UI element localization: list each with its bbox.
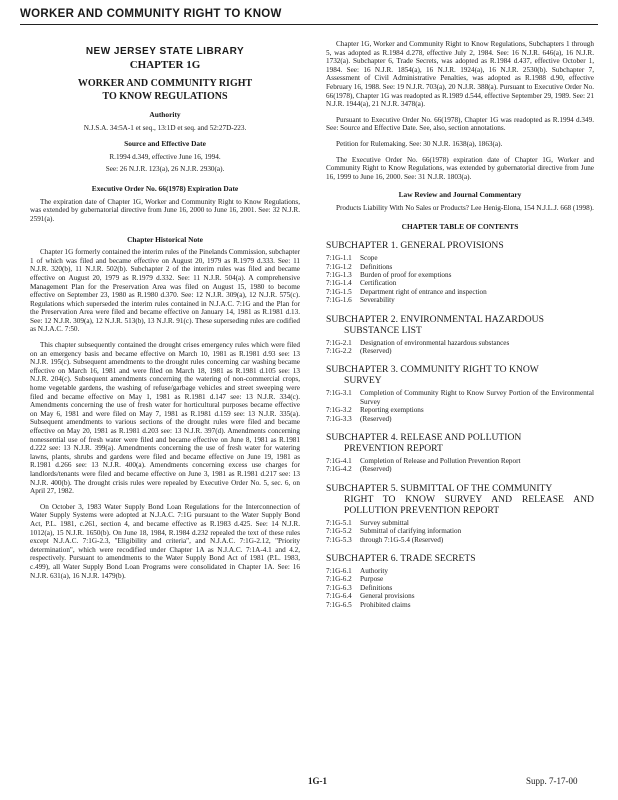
section-number: 7:1G-1.4: [326, 279, 352, 288]
running-header: WORKER AND COMMUNITY RIGHT TO KNOW: [20, 8, 282, 20]
toc-heading: CHAPTER TABLE OF CONTENTS: [401, 221, 519, 231]
left-column: [30, 40, 300, 587]
subchapter-label: SUBCHAPTER 6. TRADE SECRETS: [326, 553, 476, 564]
section-title: Reporting exemptions: [360, 406, 424, 415]
subchapter-label-continued: SUBSTANCE LIST: [344, 324, 422, 336]
toc-entry: [326, 567, 594, 575]
section-number: 7:1G-1.3: [326, 270, 352, 279]
section-title: Burden of proof for exemptions: [360, 270, 452, 279]
section-title: Department right of entrance and inspection: [360, 287, 487, 296]
toc-entry: [326, 457, 594, 465]
source-line2: See: 26 N.J.R. 123(a), 26 N.J.R. 2930(a).: [105, 164, 225, 173]
page-number: 1G-1: [308, 776, 327, 786]
subchapter-heading: [326, 314, 594, 336]
toc-entry: [326, 296, 594, 304]
section-number: 7:1G-4.1: [326, 456, 352, 465]
subchapter-label-continued: RIGHT TO KNOW SURVEY AND RELEASE AND POLLUTION PREVENTION REPORT: [344, 493, 594, 516]
section-number: 7:1G-3.2: [326, 406, 352, 415]
subchapter-heading: [326, 364, 594, 386]
section-number: 7:1G-6.2: [326, 575, 352, 584]
section-title: Scope: [360, 254, 378, 263]
chapter-title: [30, 77, 300, 103]
subchapter-heading: [326, 432, 594, 454]
section-number: 7:1G-5.2: [326, 527, 352, 536]
section-title: Prohibited claims: [360, 600, 411, 609]
toc-entry: [326, 519, 594, 527]
subchapter-label: SUBCHAPTER 4. RELEASE AND POLLUTION: [326, 431, 522, 443]
right-paragraph-2: Pursuant to Executive Order No. 66(1978), Chapter 1G was readopted as R.1994 d.349. See: Source and Effective Date. See, also, section annotations.: [326, 115, 594, 133]
section-number: 7:1G-1.5: [326, 287, 352, 296]
section-title: Authority: [360, 567, 388, 575]
section-title: Designation of environmental hazardous substances: [360, 338, 510, 347]
section-number: 7:1G-1.1: [326, 254, 352, 263]
subchapter-label: SUBCHAPTER 2. ENVIRONMENTAL HAZARDOUS: [326, 313, 544, 325]
section-title: Submittal of clarifying information: [360, 527, 462, 536]
toc-entry: [326, 347, 594, 355]
section-title: Completion of Community Right to Know Survey Portion of the Environmental Survey: [360, 389, 594, 406]
subchapter-heading: [326, 553, 594, 564]
toc-entry: [326, 263, 594, 271]
subchapter-label-continued: PREVENTION REPORT: [344, 442, 443, 454]
section-title: Certification: [360, 279, 397, 288]
section-title: Survey submittal: [360, 518, 409, 527]
right-paragraph-4: The Executive Order No. 66(1978) expiration date of Chapter 1G, Worker and Community Right to Know Regulations, was extended by gubernatorial directive from June 16, 1999 to June 16, 2000. See: 31 N.J.R. 1803(a).: [326, 155, 594, 181]
section-number: 7:1G-1.6: [326, 296, 352, 305]
section-number: 7:1G-2.2: [326, 346, 352, 355]
law-review-text: Products Liability With No Sales or Products? Lee Henig-Elona, 154 N.J.L.J. 668 (1998).: [336, 203, 594, 212]
toc-entry: [326, 279, 594, 287]
chapter-title-line2: TO KNOW REGULATIONS: [102, 91, 228, 103]
right-paragraph-3: Petition for Rulemaking. See: 30 N.J.R. 1638(a), 1863(a).: [336, 139, 503, 148]
section-title: (Reserved): [360, 465, 392, 474]
section-number: 7:1G-6.4: [326, 592, 352, 601]
toc-entry: [326, 254, 594, 262]
section-number: 7:1G-2.1: [326, 338, 352, 347]
section-number: 7:1G-6.5: [326, 600, 352, 609]
historical-note-heading: Chapter Historical Note: [127, 234, 203, 244]
subchapter-label: SUBCHAPTER 3. COMMUNITY RIGHT TO KNOW: [326, 364, 539, 376]
historical-note-p2: This chapter subsequently contained the drought crises emergency rules which were filed on an emergency basis and became effective on March 10, 1981 as R.1981 d.93 see: 13 N.J.R. 195(c). Subsequent amendments to the drought rules concerning car washing became effective on March 16, 1981 and were filed on March 18, 1981 as R.1981 d.105 see: 13 N.J.R. 204(c). Subsequent amendments concerning the watering of non-commercial crops, home vegetable gardens, the washing of refuse/garbage vehicles and street sweeping were filed and became effective on May 1, 1981 as R.1981 d.147 see: 13 N.J.R. 334(c). Amendments concerning the use of fresh water for horticultural purposes became effective on May 6, 1981 and were filed on May 7, 1981 as R.1981 d.159 see: 13 N.J.R. 335(a). Subsequent amendments to various sections of the drought rules were filed and became effective on May 20, 1981 as R.1981 d.203 see: 13 N.J.R. 397(d). Amendments concerning nonessential use of fresh water were filed and became effective on June 8, 1981 as R.1981 d.222 see: 13 N.J.R. 399(a). Amendments concerning the use of fresh water for watering lawns, plants, shrubs and gardens were filed and became effective on June 19, 1981 as R.1981 d.266 see: 13 N.J.R. 400(a). Amendments concerning excess use charges for landlords/tenants were filed and became effective on June 3, 1981 as R.1981 d.217 see: 13 N.J.R. 400(b). The drought crisis rules were repealed by Executive Order No. 5, sec. 6, on April 27, 1982.: [30, 341, 300, 496]
toc-entry: [326, 527, 594, 535]
historical-note-p3: On October 3, 1983 Water Supply Bond Loan Regulations for the Interconnection of Water Supply Systems were adopted at N.J.A.C. 7:1G pursuant to the Water Supply Bond Act, P.L. 1981, c.261, section 4, and became effective as R.1983 d.425. See: 14 N.J.R. 1012(a), 15 N.J.R. 1650(b). On June 18, 1984, R.1984 d.232 repealed the text of these rules except N.J.A.C. 7:1G-2.3, "Eligibility and criteria", and N.J.A.C. 7:1G-2.12, "Priority determination", which were recodified under Chapter 1A as N.J.A.C. 7:1A-4.1 and 4.2, respectively. Pursuant to amendments to the Water Supply Bond Act of 1981 (P.L. 1983, c.499), all Water Supply Bond Loan Programs were consolidated in Chapter 1A. See: 16 N.J.R. 631(a), 16 N.J.R. 1479(b).: [30, 502, 300, 580]
toc-entry: [326, 465, 594, 473]
section-number: 7:1G-3.3: [326, 414, 352, 423]
section-number: 7:1G-5.3: [326, 535, 352, 544]
subchapter-label: SUBCHAPTER 1. GENERAL PROVISIONS: [326, 240, 504, 252]
supplement-date: Supp. 7-17-00: [526, 776, 578, 786]
toc-entry: [326, 584, 594, 592]
section-number: 7:1G-1.2: [326, 262, 352, 271]
section-number: 7:1G-3.1: [326, 389, 352, 398]
section-number: 7:1G-5.1: [326, 518, 352, 527]
section-title: Definitions: [360, 583, 393, 592]
table-of-contents: [326, 240, 594, 609]
chapter-title-line1: WORKER AND COMMUNITY RIGHT: [77, 78, 253, 90]
section-title: Completion of Release and Pollution Prevention Report: [360, 456, 521, 465]
toc-entry: [326, 575, 594, 583]
toc-entry: [326, 536, 594, 544]
subchapter-heading: [326, 483, 594, 516]
toc-entry: [326, 271, 594, 279]
subchapter-label: SUBCHAPTER 5. SUBMITTAL OF THE COMMUNITY: [326, 482, 553, 494]
historical-note-p1: Chapter 1G formerly contained the interim rules of the Pinelands Commission, subchapter 1 of which was filed and became effective on August 20, 1979 as R.1979 d.333. See: 11 N.J.R. 320(b), 11 N.J.R. 502(b). Subchapter 2 of the interim rules was filed and became effective on August 20, 1979 as R.1979 d.332. See: 11 N.J.R. 504(a). A comprehensive Management Plan for the Preservation Area was filed on August 15, 1980 to become effective on September 23, 1980 as R.1980 d.370. See: 12 N.J.R. 309(a), 12 N.J.R. 575(c). Regulations which superseded the interim rules contained in N.J.A.C. 7:1G and the Plan for the Preservation Area were filed and became effective on January 14, 1981 as R.1981 d.13. See: 12 N.J.R. 309(a), 12 N.J.R. 513(b), 13 N.J.R. 91(c). These superseding rules are codified as N.J.A.C. 7:50.: [30, 248, 300, 334]
toc-entry: [326, 339, 594, 347]
section-title: General provisions: [360, 592, 415, 601]
header-rule: [20, 24, 598, 25]
section-title: Purpose: [360, 575, 384, 584]
subchapter-label-continued: SURVEY: [344, 375, 382, 387]
toc-entry: [326, 406, 594, 414]
section-number: 7:1G-6.3: [326, 583, 352, 592]
right-column: [326, 40, 594, 609]
source-line1: R.1994 d.349, effective June 16, 1994.: [109, 152, 221, 161]
chapter-number: CHAPTER 1G: [129, 58, 201, 71]
section-title: Severability: [360, 296, 395, 305]
toc-entry: [326, 288, 594, 296]
toc-entry: [326, 415, 594, 423]
library-stamp: NEW JERSEY STATE LIBRARY: [85, 46, 245, 57]
section-title: through 7:1G-5.4 (Reserved): [360, 535, 444, 544]
section-title: (Reserved): [360, 346, 392, 355]
toc-entry: [326, 592, 594, 600]
subchapter-heading: [326, 240, 594, 251]
section-number: 7:1G-4.2: [326, 465, 352, 474]
exec-order-text: The expiration date of Chapter 1G, Worker and Community Right to Know Regulations, was extended by gubernatorial directive from June 16, 2000 to June 16, 2001. See: 32 N.J.R. 2591(a).: [30, 197, 300, 223]
authority-heading: Authority: [149, 110, 181, 120]
right-paragraph-1: Chapter 1G, Worker and Community Right to Know Regulations, Subchapters 1 through 5, was adopted as R.1984 d.278, effective July 2, 1984. See: 16 N.J.R. 646(a), 16 N.J.R. 1732(a). Subchapter 6, Trade Secrets, was adopted as R.1984 d.437, effective October 1, 1984. See: 16 N.J.R. 1854(a), 16 N.J.R. 1924(a), 16 N.J.R. 2530(b). Subchapter 7, Assessment of Civil Administrative Penalties, was adopted as R.1988 d.90, effective February 16, 1988. See: 19 N.J.R. 703(a), 20 N.J.R. 388(a). Pursuant to Executive Order No. 66(1978), Chapter 1G was readopted as R.1989 d.544, effective September 29, 1989. See: 21 N.J.R. 1944(a), 21 N.J.R. 3478(a).: [326, 40, 594, 109]
toc-entry: [326, 601, 594, 609]
section-title: (Reserved): [360, 414, 392, 423]
authority-text: N.J.S.A. 34:5A-1 et seq., 13:1D et seq. and 52:27D-223.: [83, 123, 247, 132]
exec-order-heading: Executive Order No. 66(1978) Expiration Date: [91, 184, 239, 194]
section-title: Definitions: [360, 262, 393, 271]
section-number: 7:1G-6.1: [326, 567, 352, 575]
source-heading: Source and Effective Date: [124, 139, 206, 149]
law-review-heading: Law Review and Journal Commentary: [398, 190, 522, 200]
toc-entry: [326, 389, 594, 406]
